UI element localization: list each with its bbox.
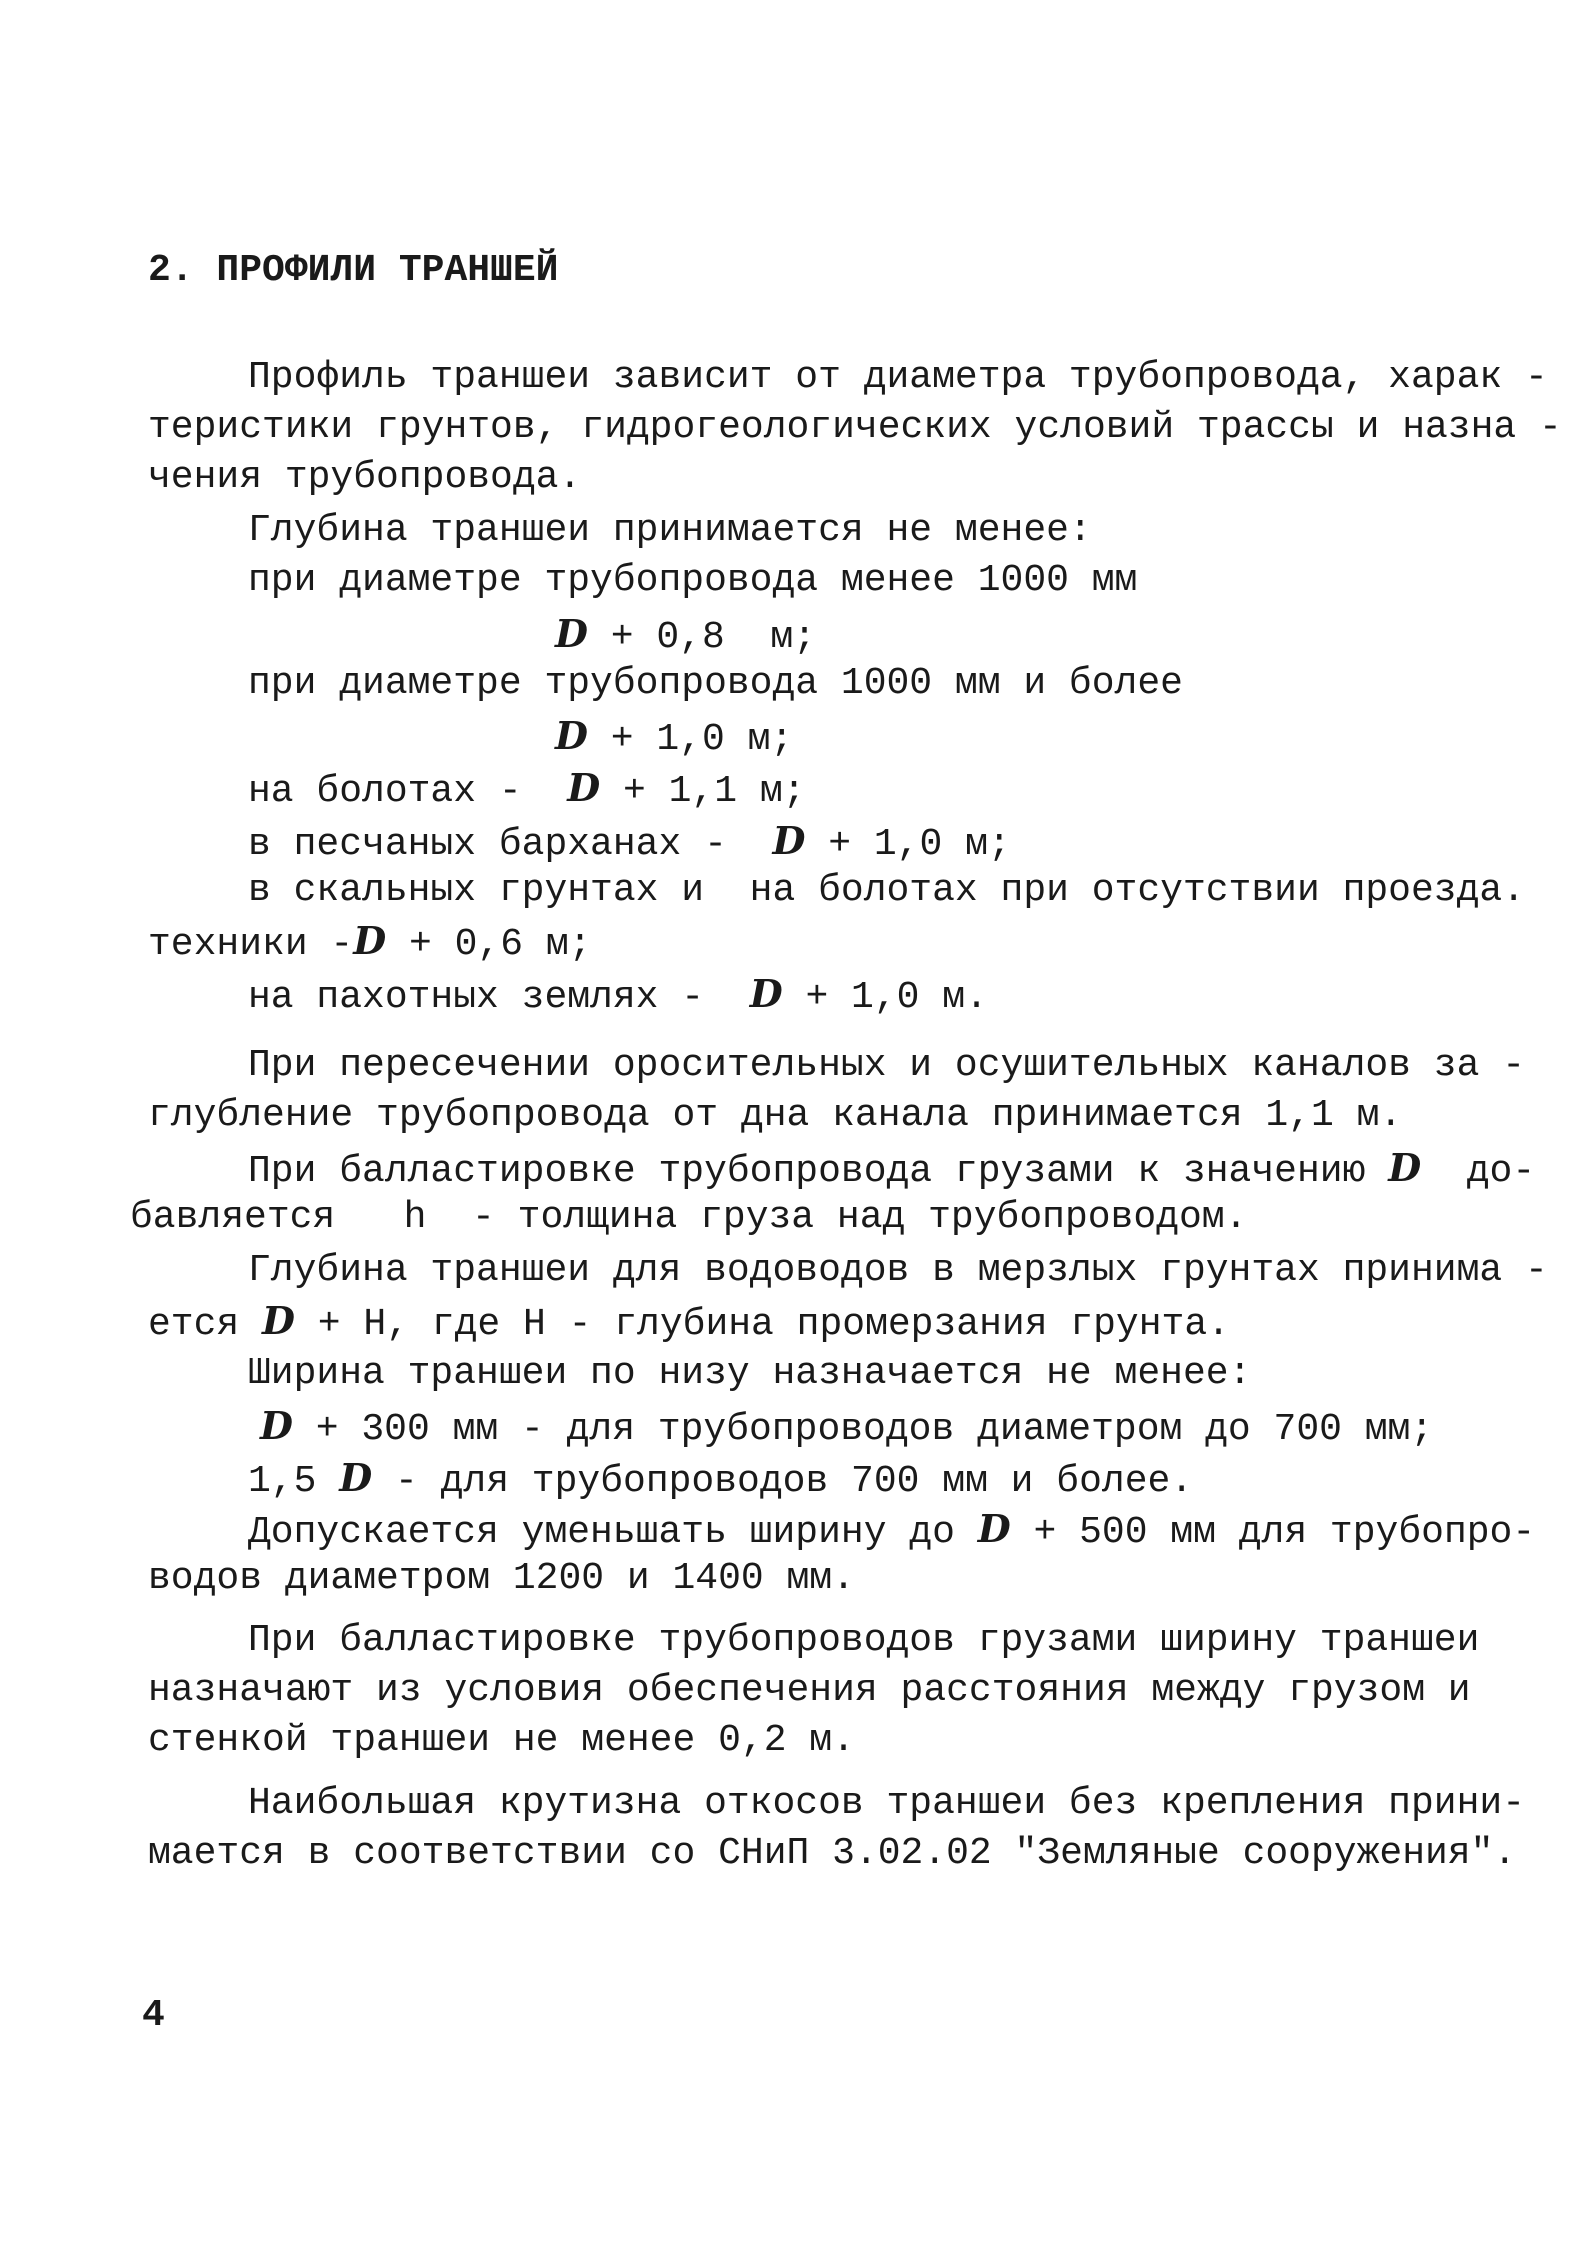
text-line: назначают из условия обеспечения расстояния между грузом и [148,1669,1471,1712]
diameter-symbol: D [977,1506,1011,1551]
diameter-symbol: D [555,611,588,656]
text-line: При балластировке трубопровода грузами к значению D до- [248,1145,1536,1193]
text-line: теристики грунтов, гидрогеологических условий трассы и назна - [148,406,1562,449]
text-line: При балластировке трубопроводов грузами ширину траншеи [248,1619,1480,1662]
text-line: D + 300 мм - для трубопроводов диаметром до 700 мм; [260,1403,1434,1451]
text-line: при диаметре трубопровода 1000 мм и более [248,662,1183,705]
text-line: глубление трубопровода от дна канала принимается 1,1 м. [148,1094,1403,1137]
diameter-symbol: D [567,765,601,810]
section-heading: 2. ПРОФИЛИ ТРАНШЕЙ [148,249,559,292]
diameter-symbol: D [353,918,387,963]
text-line: 1,5 D - для трубопроводов 700 мм и более. [248,1455,1194,1503]
text-line: ется D + Н, где Н - глубина промерзания грунта. [148,1298,1230,1346]
text-line: Наибольшая крутизна откосов траншеи без крепления прини- [248,1782,1526,1825]
text-line: в песчаных барханах - D + 1,0 м; [248,818,1011,866]
text-line: стенкой траншеи не менее 0,2 м. [148,1719,855,1762]
text-line: При пересечении оросительных и осушительных каналов за - [248,1044,1526,1087]
text-line: чения трубопровода. [148,456,582,499]
diameter-symbol: D [772,818,806,863]
text-line: техники -D + 0,6 м; [148,918,592,966]
text-line: Допускается уменьшать ширину до D + 500 мм для трубопро- [248,1506,1536,1554]
page-number: 4 [142,1994,165,2037]
text-line: бавляется h - толщина груза над трубопроводом. [130,1196,1248,1239]
diameter-symbol: D [262,1298,295,1343]
diameter-symbol: D [555,713,588,758]
text-line: D + 0,8 м; [555,611,816,659]
text-line: мается в соответствии со СНиП 3.02.02 "Земляные сооружения". [148,1832,1517,1875]
text-line: Профиль траншеи зависит от диаметра трубопровода, харак - [248,356,1548,399]
text-line: на пахотных землях - D + 1,0 м. [248,971,988,1019]
diameter-symbol: D [260,1403,293,1448]
text-line: при диаметре трубопровода менее 1000 мм [248,559,1138,602]
text-line: D + 1,0 м; [555,713,794,761]
diameter-symbol: D [1388,1145,1422,1190]
text-line: Глубина траншеи принимается не менее: [248,509,1092,552]
text-line: Ширина траншеи по низу назначается не менее: [248,1352,1252,1395]
text-line: Глубина траншеи для водоводов в мерзлых грунтах принима - [248,1249,1548,1292]
diameter-symbol: D [749,971,783,1016]
text-line: на болотах - D + 1,1 м; [248,765,806,813]
diameter-symbol: D [339,1455,373,1500]
text-line: в скальных грунтах и на болотах при отсутствии проезда. [248,869,1526,912]
text-line: водов диаметром 1200 и 1400 мм. [148,1557,855,1600]
